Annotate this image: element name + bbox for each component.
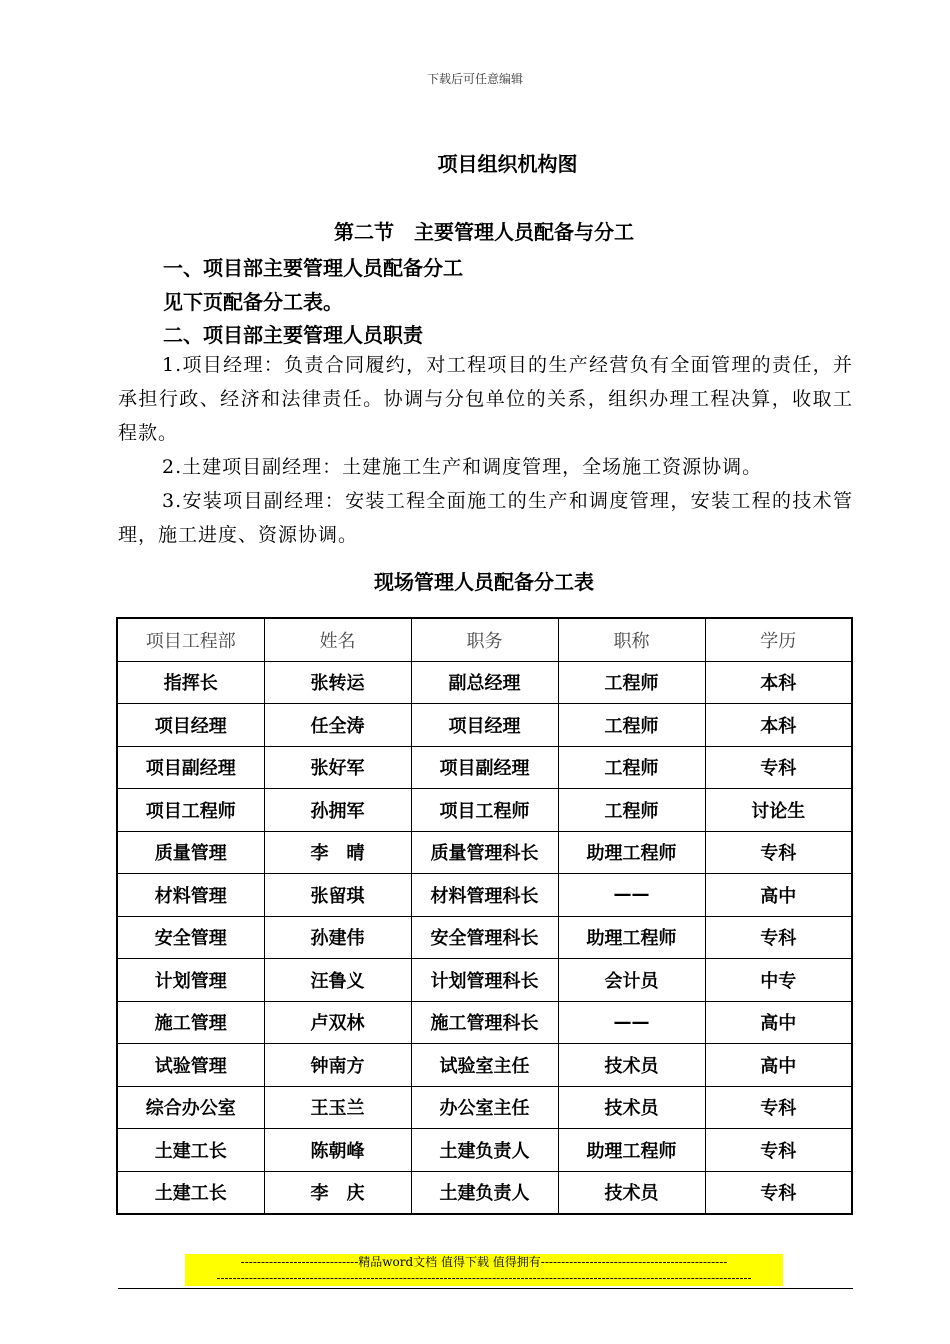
cell-education: 高中 [705, 1044, 852, 1087]
cell-education: 专科 [705, 1086, 852, 1129]
table-row [117, 874, 852, 917]
cell-education: 本科 [705, 661, 852, 704]
header-education: 学历 [705, 618, 852, 661]
header-department: 项目工程部 [117, 618, 264, 661]
header-title: 职称 [558, 618, 705, 661]
cell-name: 孙拥军 [264, 789, 411, 832]
cell-department: 综合办公室 [117, 1086, 264, 1129]
header-name: 姓名 [264, 618, 411, 661]
cell-name: 卢双林 [264, 1001, 411, 1044]
cell-name: 张留琪 [264, 874, 411, 917]
table-row [117, 1001, 852, 1044]
cell-title: 工程师 [558, 746, 705, 789]
cell-department: 材料管理 [117, 874, 264, 917]
cell-department: 土建工长 [117, 1171, 264, 1214]
cell-position: 质量管理科长 [411, 831, 558, 874]
table-row [117, 746, 852, 789]
cell-education: 高中 [705, 874, 852, 917]
cell-title: 工程师 [558, 704, 705, 747]
cell-name: 李 庆 [264, 1171, 411, 1214]
cell-title: 技术员 [558, 1044, 705, 1087]
cell-name: 张转运 [264, 661, 411, 704]
cell-position: 项目经理 [411, 704, 558, 747]
cell-position: 副总经理 [411, 661, 558, 704]
page-header-note: 下载后可任意编辑 [426, 72, 523, 86]
paragraph-project-manager: 1.项目经理：负责合同履约，对工程项目的生产经营负有全面管理的责任，并承担行政、经济和法律责任。协调与分包单位的关系，组织办理工程决算，收取工程款。 [118, 354, 853, 444]
document-title: 项目组织机构图 [437, 152, 578, 176]
cell-education: 专科 [705, 831, 852, 874]
footer-divider [118, 1288, 853, 1289]
cell-position: 办公室主任 [411, 1086, 558, 1129]
cell-title: —— [558, 1001, 705, 1044]
cell-name: 汪鲁义 [264, 959, 411, 1002]
table-row [117, 831, 852, 874]
table-row [117, 704, 852, 747]
cell-title: 会计员 [558, 959, 705, 1002]
cell-education: 专科 [705, 916, 852, 959]
cell-position: 计划管理科长 [411, 959, 558, 1002]
cell-name: 钟南方 [264, 1044, 411, 1087]
cell-title: 助理工程师 [558, 916, 705, 959]
cell-education: 高中 [705, 1001, 852, 1044]
cell-position: 安全管理科长 [411, 916, 558, 959]
cell-title: 技术员 [558, 1171, 705, 1214]
section-title: 第二节 主要管理人员配备与分工 [334, 220, 634, 244]
cell-education: 中专 [705, 959, 852, 1002]
cell-department: 安全管理 [117, 916, 264, 959]
cell-position: 土建负责人 [411, 1171, 558, 1214]
cell-department: 质量管理 [117, 831, 264, 874]
footer-banner-line-1: -----------------------------精品word文档 值得下载 值得拥有---------------------------------------------- [185, 1254, 783, 1270]
cell-position: 项目副经理 [411, 746, 558, 789]
cell-title: 工程师 [558, 661, 705, 704]
cell-name: 张好军 [264, 746, 411, 789]
cell-position: 试验室主任 [411, 1044, 558, 1087]
cell-title: 技术员 [558, 1086, 705, 1129]
cell-name: 孙建伟 [264, 916, 411, 959]
cell-department: 土建工长 [117, 1129, 264, 1172]
cell-position: 土建负责人 [411, 1129, 558, 1172]
cell-title: 助理工程师 [558, 1129, 705, 1172]
paragraph-civil-deputy: 2.土建项目副经理：土建施工生产和调度管理，全场施工资源协调。 [162, 456, 763, 478]
table-header-row [117, 618, 852, 661]
cell-department: 项目经理 [117, 704, 264, 747]
cell-department: 施工管理 [117, 1001, 264, 1044]
header-position: 职务 [411, 618, 558, 661]
cell-department: 项目副经理 [117, 746, 264, 789]
table-row [117, 661, 852, 704]
table-row [117, 916, 852, 959]
heading-staffing: 一、项目部主要管理人员配备分工 [163, 256, 463, 280]
cell-education: 专科 [705, 1171, 852, 1214]
cell-position: 材料管理科长 [411, 874, 558, 917]
cell-education: 讨论生 [705, 789, 852, 832]
footer-banner-line-2: ------------------------------------------------------------------------------------------------------------------------------------ [185, 1270, 783, 1286]
staff-table [116, 617, 853, 1215]
cell-name: 王玉兰 [264, 1086, 411, 1129]
cell-department: 项目工程师 [117, 789, 264, 832]
table-row [117, 1129, 852, 1172]
table-body [117, 661, 852, 1214]
heading-see-next-page: 见下页配备分工表。 [163, 290, 343, 314]
table-row [117, 789, 852, 832]
cell-department: 计划管理 [117, 959, 264, 1002]
cell-position: 施工管理科长 [411, 1001, 558, 1044]
cell-title: —— [558, 874, 705, 917]
heading-duties: 二、项目部主要管理人员职责 [163, 323, 423, 347]
cell-department: 试验管理 [117, 1044, 264, 1087]
cell-education: 专科 [705, 1129, 852, 1172]
paragraph-install-deputy: 3.安装项目副经理：安装工程全面施工的生产和调度管理，安装工程的技术管理，施工进度、资源协调。 [118, 490, 853, 546]
cell-title: 工程师 [558, 789, 705, 832]
cell-position: 项目工程师 [411, 789, 558, 832]
cell-name: 陈朝峰 [264, 1129, 411, 1172]
cell-department: 指挥长 [117, 661, 264, 704]
cell-education: 专科 [705, 746, 852, 789]
cell-education: 本科 [705, 704, 852, 747]
cell-name: 李 晴 [264, 831, 411, 874]
cell-name: 任全涛 [264, 704, 411, 747]
table-row [117, 1086, 852, 1129]
table-row [117, 1171, 852, 1214]
table-row [117, 1044, 852, 1087]
table-title: 现场管理人员配备分工表 [374, 570, 594, 594]
cell-title: 助理工程师 [558, 831, 705, 874]
table-row [117, 959, 852, 1002]
